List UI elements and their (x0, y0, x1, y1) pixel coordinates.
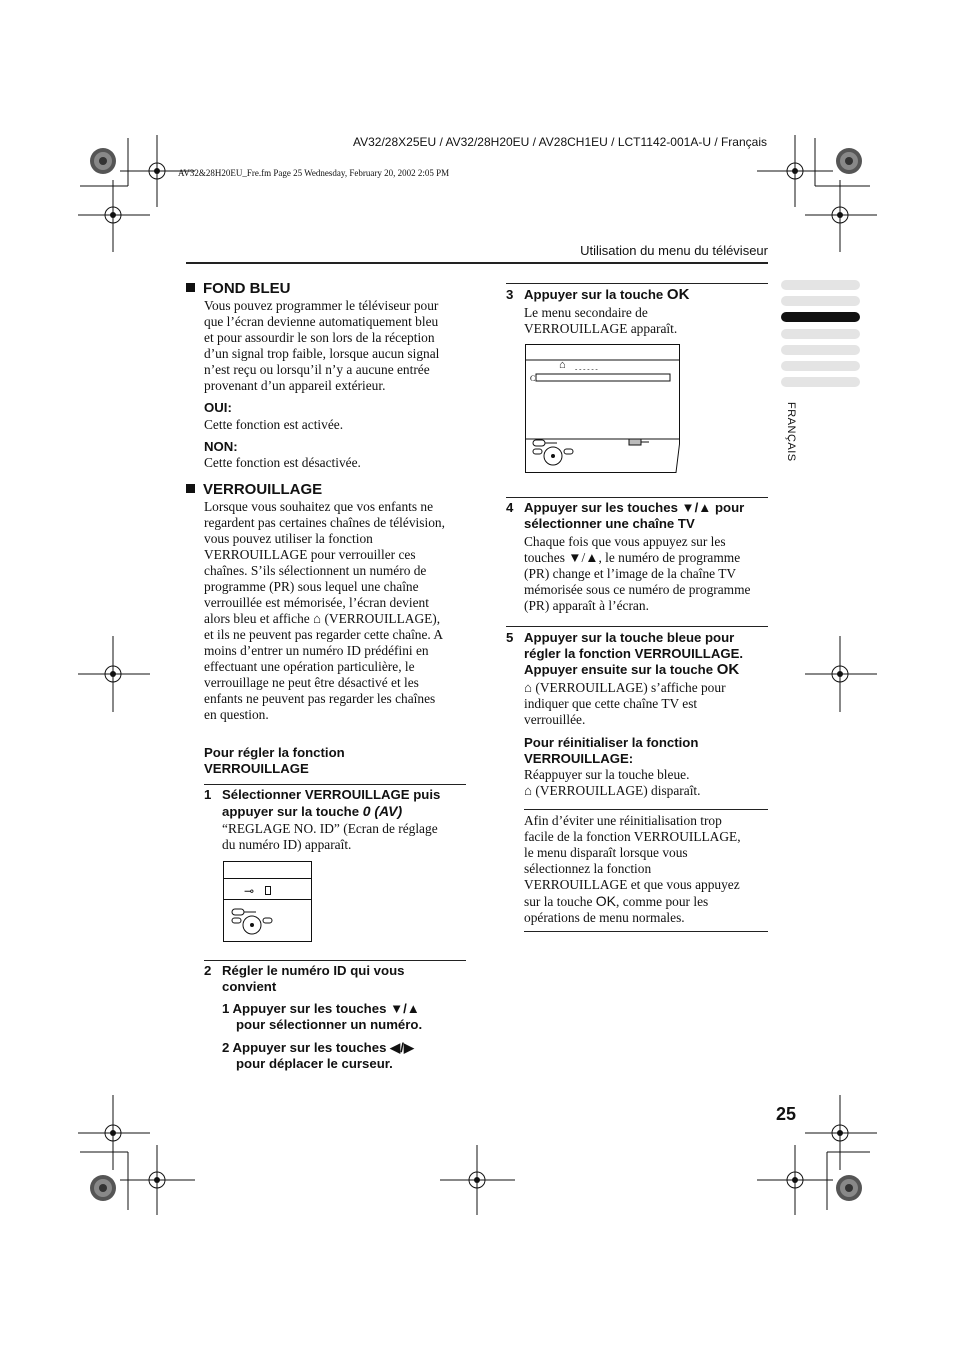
document-code-line: AV32/28X25EU / AV32/28H20EU / AV28CH1EU / LCT1142-001A-U / Français (353, 135, 767, 149)
step2-sub2: 2 Appuyer sur les touches ◀/▶ pour déplacer le curseur. (222, 1040, 415, 1071)
lock-dashes: - - - - - - (575, 365, 598, 373)
oui-text: Cette fonction est activée. (204, 417, 344, 432)
id-setting-screen (223, 861, 312, 942)
step5-text: ⌂ (VERROUILLAGE) s’affiche pour indiquer que cette chaîne TV est verrouillée. (524, 680, 726, 727)
step3-number: 3 (506, 287, 514, 302)
header-rule (186, 262, 768, 264)
oui-label: OUI: (204, 400, 232, 415)
rule-step3 (506, 283, 768, 284)
step3-text: Le menu secondaire de VERROUILLAGE apparaît. (524, 305, 678, 336)
step4-number: 4 (506, 500, 514, 515)
rule-step5 (506, 626, 768, 627)
howto-heading: Pour régler la fonction VERROUILLAGE (204, 745, 345, 776)
rule-step4 (506, 497, 768, 498)
remote-control-icon (230, 908, 280, 938)
active-tab (781, 312, 860, 322)
lock-icon: ⌂ (559, 359, 566, 371)
note-rule-top (524, 809, 768, 810)
id-digit-box (265, 886, 271, 895)
verrouillage-heading: VERROUILLAGE (186, 481, 322, 498)
rule-step2 (204, 960, 466, 961)
ok-key-3: OK (595, 893, 617, 909)
rule-step1 (204, 784, 466, 785)
file-info-line: AV32&28H20EU_Fre.fm Page 25 Wednesday, February 20, 2002 2:05 PM (178, 168, 450, 178)
step5-number: 5 (506, 630, 514, 645)
step1-number: 1 (204, 787, 212, 802)
step1-title: Sélectionner VERROUILLAGE puis appuyer sur la touche 0 (AV) (222, 787, 441, 819)
reset-heading: Pour réinitialiser la fonction VERROUILLAGE: (524, 735, 699, 766)
fond-bleu-heading: FOND BLEU (186, 280, 291, 297)
step2-number: 2 (204, 963, 212, 978)
section-title: Utilisation du menu du téléviseur (580, 243, 768, 258)
key-icon: ⊸ (244, 884, 255, 898)
non-label: NON: (204, 439, 238, 454)
step4-title: Appuyer sur les touches ▼/▲ pour sélectionner une chaîne TV (524, 500, 745, 531)
av-key: 0 (AV) (362, 803, 403, 819)
note-text: Afin d’éviter une réinitialisation trop facile de la fonction VERROUILLAGE, le menu disparaît lorsque vous sélectionnez la fonction VERROUILLAGE et que vous appuyez sur la touche OK, comme pour les opérations de menu normales. (524, 813, 741, 925)
verrouillage-paragraph: Lorsque vous souhaitez que vos enfants ne regardent pas certaines chaînes de télévision, vous pouvez utiliser la fonction VERROUILLAGE pour verrouiller ces chaînes. S’ils sélectionnent un numéro de programme (PR) sous lequel une chaîne verrouillée est mémorisée, l’écran devient alors bleu et affiche ⌂ (VERROUILLAGE), et ils ne peuvent pas regarder cette chaîne. A moins d’entrer un numéro ID prédéfini en effectuant une opération particulière, le verrouillage ne peut être désactivé et les enfants ne peuvent pas regarder les chaînes en question. (204, 499, 445, 722)
fond-bleu-paragraph: Vous pouvez programmer le téléviseur pour que l’écran devienne automatiquement bleu et pour assourdir le son lors de la réception d’un signal trop faible, lorsque aucun signal n’est reçu ou lorsqu’il n’y a aucune entrée provenant d’un appareil extérieur. (204, 298, 440, 393)
step2-sub1: 1 Appuyer sur les touches ▼/▲ pour sélectionner un numéro. (222, 1001, 423, 1032)
step2-title: Régler le numéro ID qui vous convient (222, 963, 405, 994)
step3-title: Appuyer sur la touche OK (524, 286, 690, 303)
row-marker: C (530, 374, 536, 383)
non-text: Cette fonction est désactivée. (204, 455, 361, 470)
ok-key-2: OK (716, 661, 740, 678)
step4-text: Chaque fois que vous appuyez sur les touches ▼/▲, le numéro de programme (PR) change et l’image de la chaîne TV mémorisée sous ce numéro de programme (PR) apparaît à l’écran. (524, 534, 751, 613)
reset-text: Réappuyer sur la touche bleue. ⌂ (VERROUILLAGE) disparaît. (524, 767, 701, 798)
step5-title: Appuyer sur la touche bleue pour régler la fonction VERROUILLAGE. Appuyer ensuite sur la touche OK (524, 630, 744, 678)
page-number: 25 (775, 1104, 796, 1124)
note-rule-bottom (524, 931, 768, 932)
lock-submenu-screen (525, 344, 682, 474)
language-label: FRANÇAIS (785, 402, 797, 462)
step1-text: “REGLAGE NO. ID” (Ecran de réglage du numéro ID) apparaît. (222, 821, 438, 852)
ok-key: OK (666, 286, 690, 303)
